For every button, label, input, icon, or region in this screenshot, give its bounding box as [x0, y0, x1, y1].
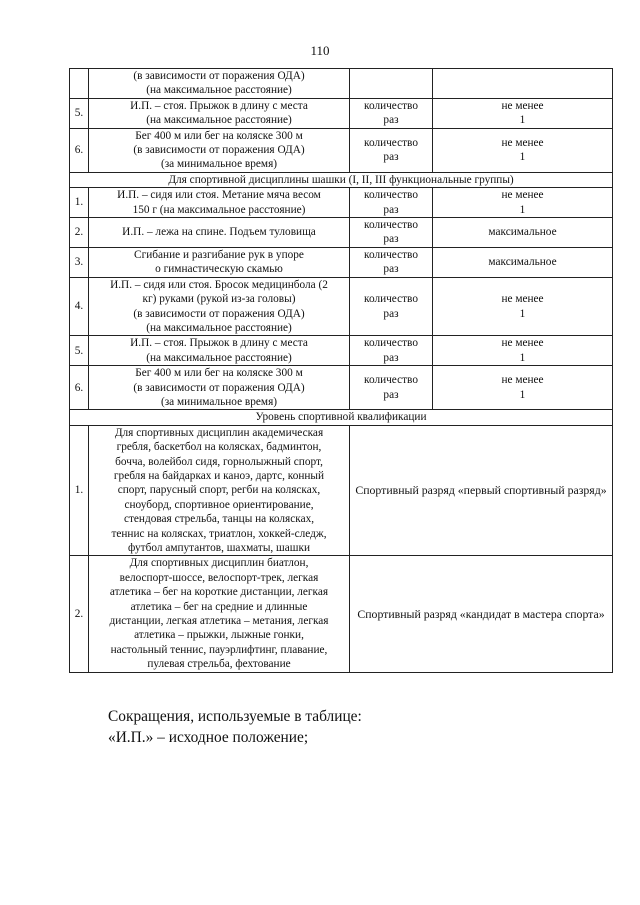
- norm-value-line: не менее: [501, 374, 544, 387]
- norm-value: [433, 69, 613, 99]
- qualification-disciplines-line: атлетика – бег на средние и длинные: [130, 600, 308, 613]
- test-description-line: (на максимальное расстояние): [146, 114, 292, 127]
- qualification-row: [70, 556, 613, 672]
- qualification-rank-line: Спортивный разряд «кандидат в мастера спорта»: [357, 606, 605, 621]
- norm-value-line: максимальное: [488, 256, 557, 269]
- qualification-disciplines-line: пулевая стрельба, фехтование: [147, 658, 291, 671]
- test-description: [89, 336, 350, 366]
- test-description: [89, 277, 350, 336]
- table-row: [70, 98, 613, 128]
- row-number: [70, 366, 89, 410]
- unit-line: количество: [364, 374, 418, 387]
- norm-value-line: 1: [519, 388, 526, 401]
- qualification-disciplines: [89, 556, 350, 672]
- row-number: [70, 247, 89, 277]
- unit-line: раз: [383, 203, 399, 216]
- test-description-line: 150 г (на максимальное расстояние): [132, 203, 306, 216]
- test-description-line: (на максимальное расстояние): [146, 321, 292, 334]
- row-number-line: 2.: [74, 607, 84, 620]
- unit-line: раз: [383, 388, 399, 401]
- row-number: [70, 425, 89, 556]
- unit-line: раз: [383, 263, 399, 276]
- row-number-line: 5.: [74, 107, 84, 120]
- abbreviation-item: «И.П.» – исходное положение;: [108, 729, 309, 746]
- abbreviations: [108, 706, 362, 748]
- unit: [350, 98, 433, 128]
- qualification-disciplines-line: стендовая стрельба, танцы на колясках,: [123, 513, 315, 526]
- row-number: [70, 188, 89, 218]
- norm-value-line: не менее: [501, 99, 544, 112]
- table-row: [70, 188, 613, 218]
- test-description: [89, 69, 350, 99]
- test-description-line: Бег 400 м или бег на коляске 300 м: [135, 367, 303, 380]
- unit-line: раз: [383, 351, 399, 364]
- norm-value: [433, 128, 613, 172]
- abbreviations-title: Сокращения, используемые в таблице:: [108, 708, 362, 725]
- table-row: [70, 277, 613, 336]
- qualification-rank-line: Спортивный разряд «первый спортивный разряд»: [355, 483, 607, 498]
- row-number: [70, 98, 89, 128]
- row-number: [70, 218, 89, 248]
- test-description-line: кг) руками (рукой из-за головы): [142, 293, 296, 306]
- unit: [350, 188, 433, 218]
- qualification-disciplines-line: сноуборд, спортивное ориентирование,: [124, 498, 314, 511]
- standards-table: [69, 68, 613, 673]
- norm-value: [433, 98, 613, 128]
- norm-value-line: максимальное: [488, 226, 557, 239]
- test-description: [89, 247, 350, 277]
- row-number-line: 6.: [74, 144, 84, 157]
- test-description-line: И.П. – стоя. Прыжок в длину с места: [130, 337, 308, 350]
- unit: [350, 128, 433, 172]
- norm-value-line: не менее: [501, 136, 544, 149]
- qualification-rank: [350, 556, 613, 672]
- section-title-line: Для спортивной дисциплины шашки (I, II, III функциональные группы): [168, 173, 514, 186]
- qualification-disciplines-line: атлетика – прыжки, лыжные гонки,: [134, 629, 304, 642]
- row-number-line: 1.: [74, 196, 84, 209]
- norm-value-line: 1: [519, 351, 526, 364]
- unit: [350, 218, 433, 248]
- qualification-disciplines-line: гребля, баскетбол на колясках, бадминтон,: [116, 441, 322, 454]
- unit-line: количество: [364, 136, 418, 149]
- section-row: [70, 172, 613, 187]
- test-description-line: (в зависимости от поражения ОДА): [133, 381, 305, 394]
- norm-value-line: 1: [519, 307, 526, 320]
- test-description-line: (на максимальное расстояние): [146, 84, 292, 97]
- unit: [350, 247, 433, 277]
- test-description: [89, 128, 350, 172]
- unit: [350, 69, 433, 99]
- test-description-line: (в зависимости от поражения ОДА): [133, 307, 305, 320]
- norm-value: [433, 366, 613, 410]
- test-description-line: (в зависимости от поражения ОДА): [133, 144, 305, 157]
- unit-line: количество: [364, 293, 418, 306]
- qualification-disciplines-line: гребля на байдарках и каноэ, дартс, конный: [113, 469, 325, 482]
- qualification-disciplines-line: Для спортивных дисциплин биатлон,: [129, 557, 309, 570]
- section-title-line: Уровень спортивной квалификации: [255, 411, 427, 424]
- row-number: [70, 69, 89, 99]
- unit-line: количество: [364, 248, 418, 261]
- unit: [350, 366, 433, 410]
- section-title: [70, 410, 613, 425]
- row-number-line: 3.: [74, 256, 84, 269]
- row-number: [70, 277, 89, 336]
- row-number-line: 1.: [74, 484, 84, 497]
- unit-line: количество: [364, 337, 418, 350]
- qualification-disciplines-line: настольный теннис, пауэрлифтинг, плавание,: [110, 643, 328, 656]
- test-description-line: И.П. – сидя или стоя. Метание мяча весом: [117, 189, 321, 202]
- unit: [350, 336, 433, 366]
- unit-line: раз: [383, 151, 399, 164]
- norm-value-line: 1: [519, 114, 526, 127]
- unit-line: количество: [364, 219, 418, 232]
- test-description-line: Сгибание и разгибание рук в упоре: [134, 248, 304, 261]
- norm-value: [433, 188, 613, 218]
- qualification-disciplines-line: атлетика – бег на короткие дистанции, легкая: [109, 586, 329, 599]
- test-description-line: И.П. – стоя. Прыжок в длину с места: [130, 99, 308, 112]
- norm-value: [433, 218, 613, 248]
- table-row: [70, 336, 613, 366]
- test-description-line: (за минимальное время): [160, 158, 278, 171]
- table-row: [70, 218, 613, 248]
- qualification-disciplines-line: спорт, парусный спорт, регби на колясках,: [117, 484, 321, 497]
- test-description-line: И.П. – лежа на спине. Подъем туловища: [122, 226, 316, 239]
- qualification-disciplines-line: велоспорт-шоссе, велоспорт-трек, легкая: [119, 571, 319, 584]
- norm-value-line: не менее: [501, 293, 544, 306]
- qualification-disciplines: [89, 425, 350, 556]
- page-number: 110: [310, 43, 330, 58]
- test-description: [89, 218, 350, 248]
- unit-line: раз: [383, 307, 399, 320]
- norm-value: [433, 247, 613, 277]
- qualification-disciplines-line: бочча, волейбол сидя, горнолыжный спорт,: [115, 455, 323, 468]
- row-number: [70, 128, 89, 172]
- section-title: [70, 172, 613, 187]
- test-description-line: Бег 400 м или бег на коляске 300 м: [135, 129, 303, 142]
- qualification-row: [70, 425, 613, 556]
- norm-value: [433, 336, 613, 366]
- table-row: [70, 69, 613, 99]
- test-description-line: (за минимальное время): [160, 395, 278, 408]
- qualification-disciplines-line: футбол ампутантов, шахматы, шашки: [127, 542, 311, 554]
- qualification-disciplines-line: дистанции, легкая атлетика – метания, легкая: [109, 615, 329, 628]
- test-description-line: о гимнастическую скамью: [155, 263, 283, 276]
- unit-line: количество: [364, 99, 418, 112]
- test-description: [89, 188, 350, 218]
- table-row: [70, 247, 613, 277]
- table-row: [70, 366, 613, 410]
- test-description: [89, 98, 350, 128]
- row-number-line: 4.: [74, 300, 84, 313]
- row-number-line: 2.: [74, 226, 84, 239]
- norm-value-line: не менее: [501, 189, 544, 202]
- row-number: [70, 336, 89, 366]
- qualification-disciplines-line: теннис на колясках, триатлон, хоккей-следж,: [111, 527, 327, 540]
- test-description: [89, 366, 350, 410]
- norm-value-line: 1: [519, 151, 526, 164]
- test-description-line: (на максимальное расстояние): [146, 351, 292, 364]
- test-description-line: И.П. – сидя или стоя. Бросок медицинбола (2: [110, 278, 328, 291]
- unit-line: количество: [364, 189, 418, 202]
- unit-line: раз: [383, 233, 399, 246]
- norm-value-line: 1: [519, 203, 526, 216]
- table-row: [70, 128, 613, 172]
- row-number: [70, 556, 89, 672]
- unit-line: раз: [383, 114, 399, 127]
- qualification-rank: [350, 425, 613, 556]
- test-description-line: (в зависимости от поражения ОДА): [133, 70, 305, 82]
- norm-value: [433, 277, 613, 336]
- norm-value-line: не менее: [501, 337, 544, 350]
- qualification-disciplines-line: Для спортивных дисциплин академическая: [114, 426, 324, 439]
- unit: [350, 277, 433, 336]
- row-number-line: 6.: [74, 381, 84, 394]
- section-row: [70, 410, 613, 425]
- row-number-line: 5.: [74, 344, 84, 357]
